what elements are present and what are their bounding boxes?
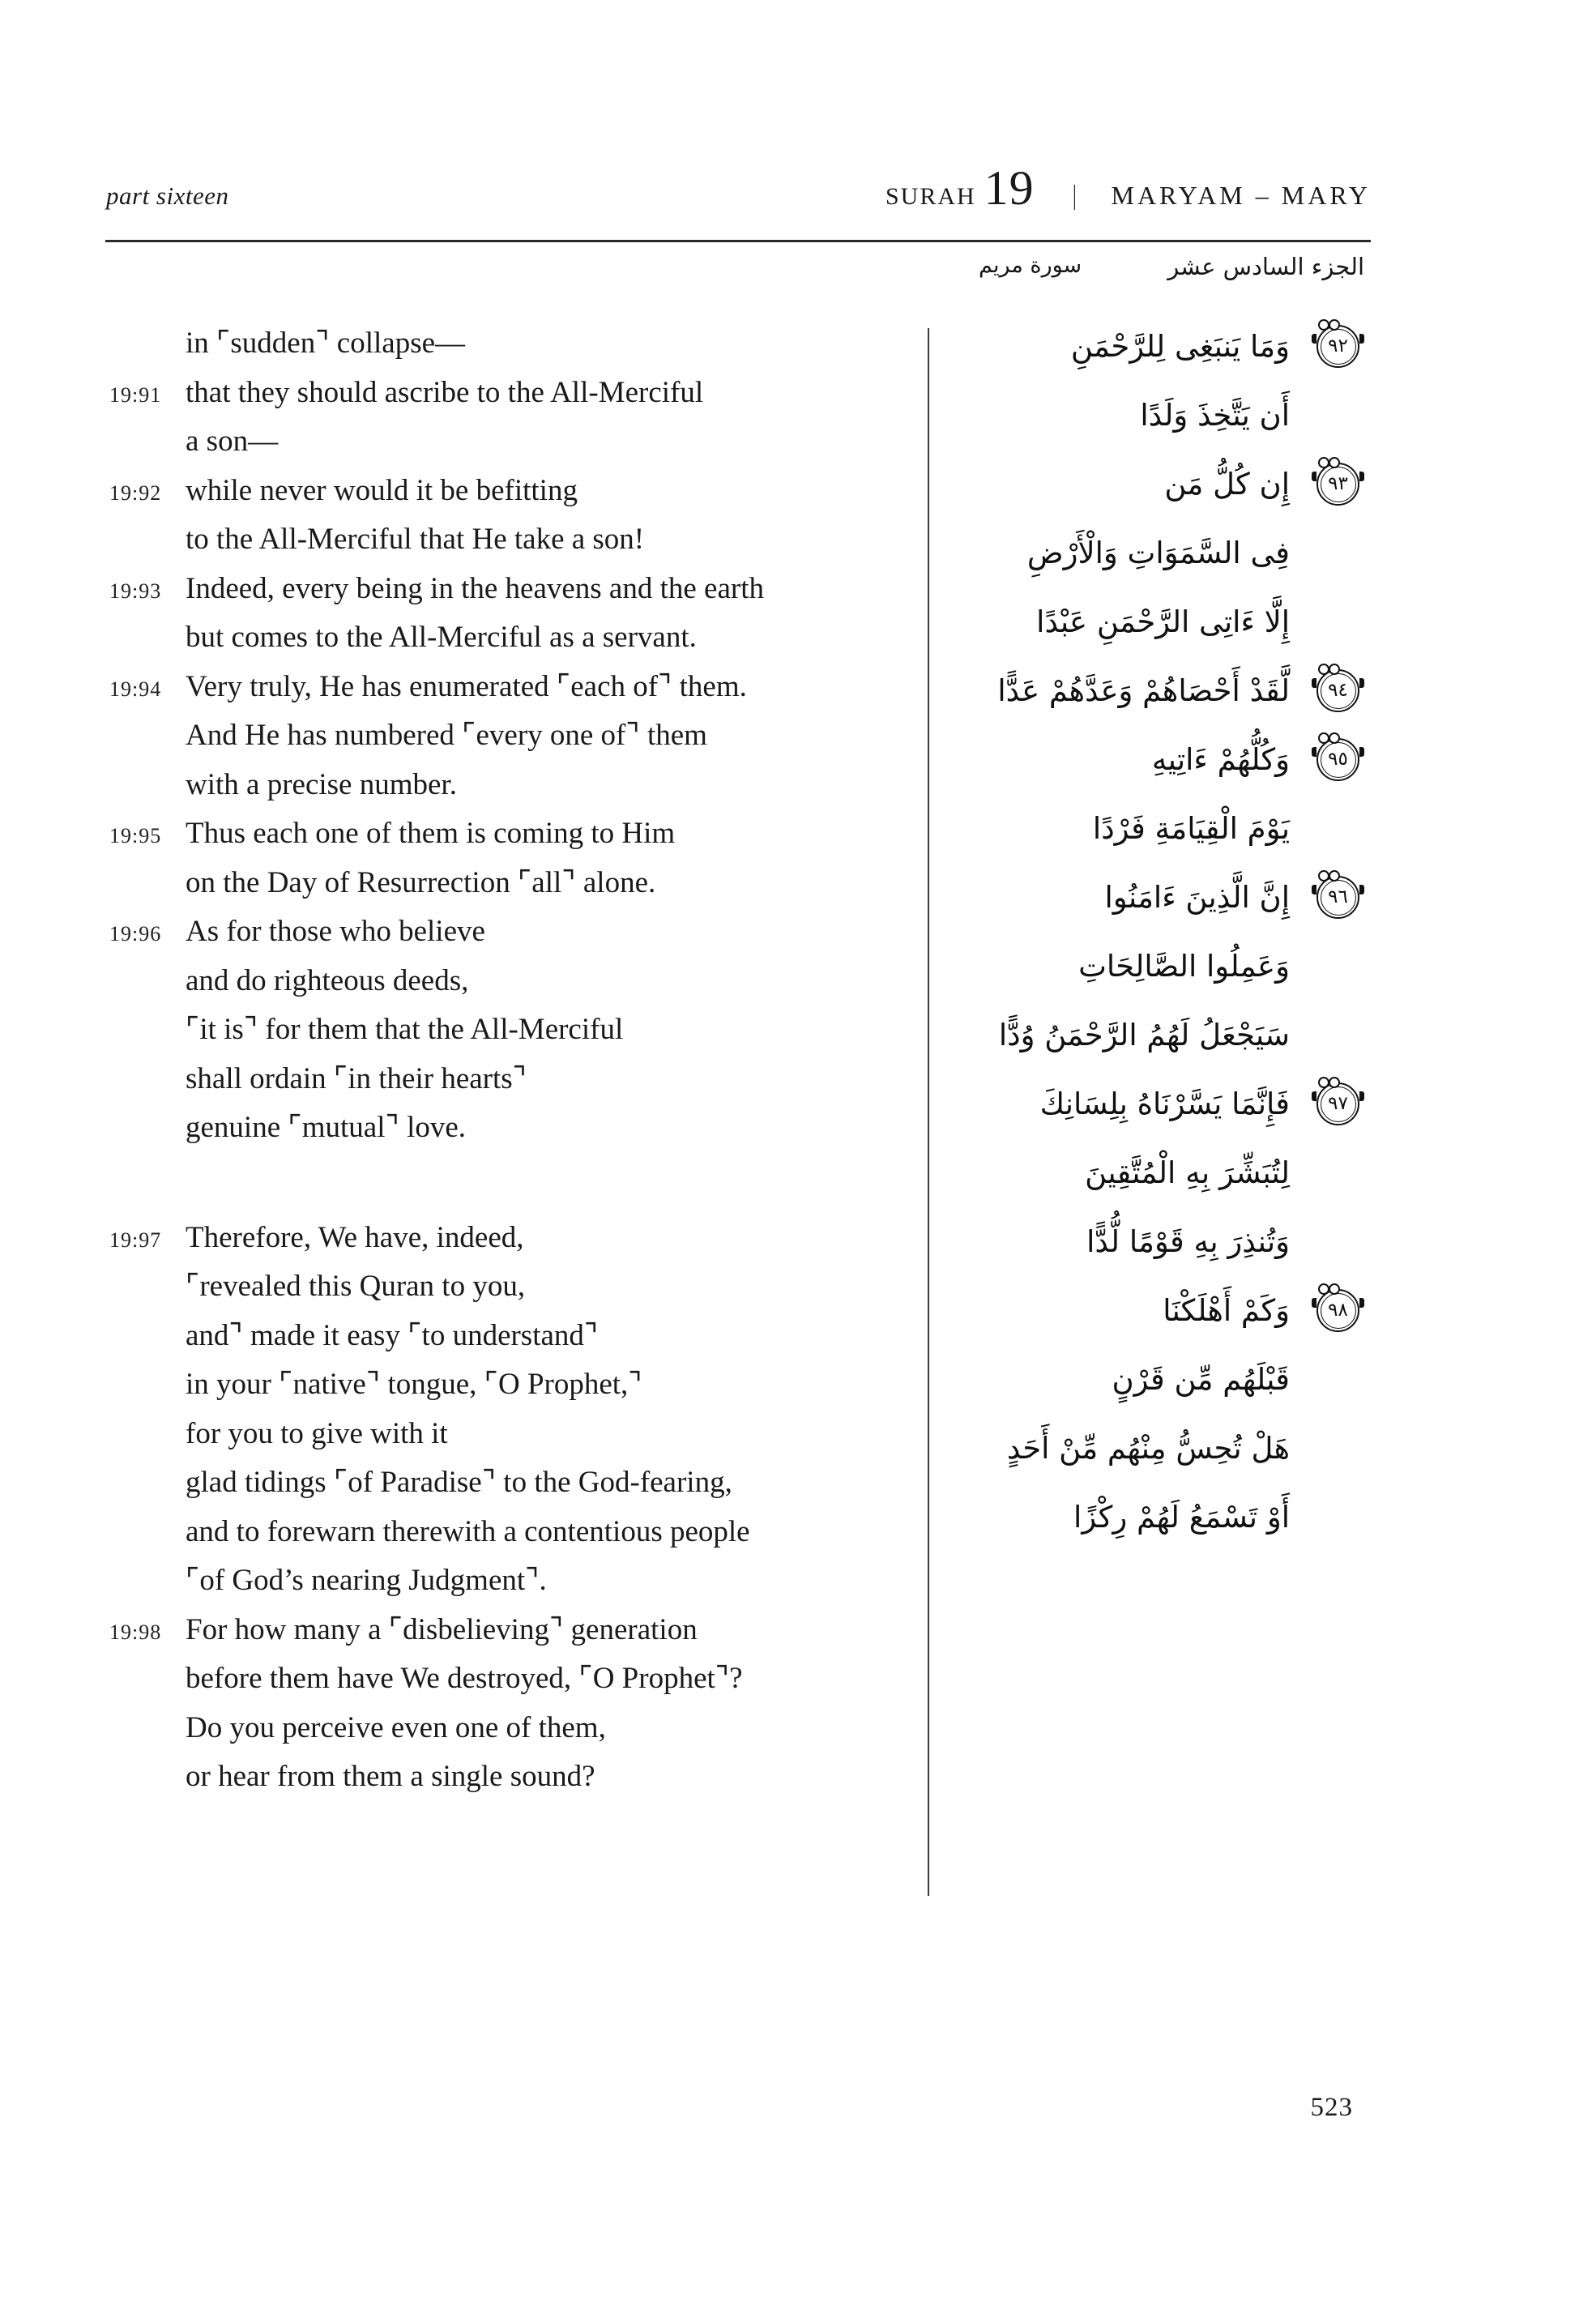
arabic-text: فَإِنَّمَا يَسَّرْنَاهُ بِلِسَانِكَ [1039, 1087, 1290, 1121]
arabic-line [955, 450, 1364, 519]
translation-line [109, 1753, 928, 1802]
arabic-text: وَتُنذِرَ بِهِ قَوْمًا لُّدًّا [1086, 1224, 1290, 1259]
verse-marker-slot [1290, 669, 1364, 712]
translation-line [109, 1262, 928, 1312]
translation-line [109, 1410, 928, 1459]
verse-marker-slot [1290, 1289, 1364, 1332]
translation-line [109, 1104, 928, 1153]
arabic-line [955, 1069, 1364, 1138]
translation-text: Therefore, We have, indeed, [186, 1220, 524, 1254]
translation-text: to the All-Merciful that He take a son! [186, 523, 645, 556]
arabic-line [955, 1207, 1364, 1276]
translation-line [109, 663, 928, 712]
arabic-line [955, 1276, 1364, 1345]
translation-line [109, 319, 928, 369]
translation-text: Indeed, every being in the heavens and the earth [186, 571, 765, 605]
arabic-line [955, 656, 1364, 725]
arabic-line [955, 1414, 1364, 1483]
verse-number-arabic: ٩٦ [1328, 886, 1348, 907]
arabic-text: قَبْلَهُم مِّن قَرْنٍ [1112, 1362, 1290, 1397]
translation-text: shall ordain ⌜in their hearts⌝ [186, 1061, 527, 1095]
translation-line [109, 957, 928, 1006]
verse-marker-slot [1290, 1496, 1364, 1539]
verse-marker-slot [1290, 394, 1364, 437]
translation-text: Thus each one of them is coming to Him [186, 817, 676, 850]
arabic-line [955, 1138, 1364, 1207]
arabic-line [955, 587, 1364, 656]
translation-text: in ⌜sudden⌝ collapse— [186, 327, 466, 360]
translation-line [109, 1214, 928, 1263]
verse-reference: 19:94 [109, 677, 162, 701]
arabic-text: وَعَمِلُوا الصَّالِحَاتِ [1078, 949, 1290, 984]
translation-line [109, 1606, 928, 1655]
translation-line [109, 711, 928, 761]
translation-line [109, 417, 928, 467]
verse-number-arabic: ٩٧ [1328, 1093, 1348, 1114]
translation-text: glad tidings ⌜of Paradise⌝ to the God-fearing, [186, 1466, 732, 1499]
verse-number-arabic: ٩٣ [1328, 473, 1348, 494]
translation-text: that they should ascribe to the All-Merciful [186, 375, 704, 409]
arabic-juz-title: الجزء السادس عشر [1167, 253, 1364, 280]
translation-text: and⌝ made it easy ⌜to understand⌝ [186, 1318, 599, 1352]
verse-reference: 19:98 [109, 1620, 162, 1644]
translation-text: for you to give with it [186, 1416, 448, 1450]
verse-marker-slot [1290, 600, 1364, 643]
verse-reference: 19:95 [109, 824, 162, 847]
verse-reference: 19:93 [109, 578, 162, 603]
arabic-line [955, 725, 1364, 794]
translation-line [109, 761, 928, 810]
verse-marker-slot [1290, 1220, 1364, 1263]
verse-marker-slot [1290, 532, 1364, 574]
verse-number-arabic: ٩٥ [1328, 749, 1348, 770]
arabic-surah-title: سورة مريم [979, 253, 1082, 278]
translation-line [109, 565, 928, 614]
translation-line [109, 859, 928, 908]
arabic-line [955, 1483, 1364, 1552]
verse-reference: 19:92 [109, 480, 162, 505]
verse-marker-slot [1290, 945, 1364, 988]
verse-marker-slot [1290, 1427, 1364, 1470]
translation-line [109, 515, 928, 565]
arabic-text: لَّقَدْ أَحْصَاهُمْ وَعَدَّهُمْ عَدًّا [997, 673, 1290, 708]
verse-marker-slot [1290, 807, 1364, 850]
arabic-text: إِنَّ الَّذِينَ ءَامَنُوا [1104, 880, 1290, 915]
arabic-text: لِتُبَشِّرَ بِهِ الْمُتَّقِينَ [1085, 1155, 1290, 1190]
arabic-line [955, 794, 1364, 863]
surah-number: 19 [984, 161, 1035, 215]
arabic-text: هَلْ تُحِسُّ مِنْهُم مِّنْ أَحَدٍ [1006, 1431, 1290, 1466]
verse-end-medallion-icon [1316, 669, 1359, 712]
translation-line [109, 1556, 928, 1606]
arabic-text: أَوْ تَسْمَعُ لَهُمْ رِكْزًا [1073, 1500, 1290, 1535]
arabic-text: إِلَّا ءَاتِى الرَّحْمَنِ عَبْدًا [1036, 604, 1290, 639]
part-label: part sixteen [106, 181, 229, 210]
translation-line [109, 1055, 928, 1104]
arabic-line [955, 312, 1364, 381]
verse-number-arabic: ٩٢ [1328, 335, 1348, 356]
verse-end-medallion-icon [1316, 738, 1359, 781]
page-number: 523 [1310, 2093, 1353, 2122]
translation-text: and to forewarn therewith a contentious people [186, 1514, 750, 1548]
verse-reference: 19:91 [109, 382, 162, 407]
translation-text: genuine ⌜mutual⌝ love. [186, 1111, 467, 1144]
header-rule [105, 240, 1371, 242]
arabic-text: وَكَمْ أَهْلَكْنَا [1163, 1293, 1290, 1328]
verse-number-arabic: ٩٤ [1328, 680, 1348, 701]
arabic-text: أَن يَتَّخِذَ وَلَدًا [1140, 398, 1290, 433]
arabic-line [955, 1001, 1364, 1069]
verse-end-medallion-icon [1316, 876, 1359, 919]
verse-marker-slot [1290, 876, 1364, 919]
translation-text: and do righteous deeds, [186, 963, 469, 997]
verse-end-medallion-icon [1316, 325, 1359, 368]
translation-text: on the Day of Resurrection ⌜all⌝ alone. [186, 865, 656, 899]
translation-line [109, 467, 928, 516]
translation-text: with a precise number. [186, 767, 457, 801]
arabic-text: فِى السَّمَوَاتِ وَالْأَرْضِ [1026, 536, 1290, 570]
translation-line [109, 809, 928, 859]
translation-line [109, 1360, 928, 1410]
verse-end-medallion-icon [1316, 1289, 1359, 1332]
arabic-line [955, 863, 1364, 932]
translation-text: ⌜of God’s nearing Judgment⌝. [186, 1564, 547, 1597]
translation-text: before them have We destroyed, ⌜O Prophet⌝? [186, 1662, 743, 1695]
surah-header [885, 160, 1371, 216]
verse-end-medallion-icon [1316, 463, 1359, 506]
translation-line [109, 1704, 928, 1753]
translation-line [109, 907, 928, 957]
arabic-text: إِن كُلُّ مَن [1164, 467, 1290, 502]
arabic-text: وَمَا يَنبَغِى لِلرَّحْمَنِ [1070, 329, 1290, 364]
verse-marker-slot [1290, 1014, 1364, 1057]
english-translation-column [109, 319, 928, 1802]
arabic-line [955, 519, 1364, 587]
arabic-text: وَكُلُّهُمْ ءَاتِيهِ [1151, 742, 1290, 777]
translation-line [109, 1458, 928, 1508]
arabic-line [955, 1345, 1364, 1414]
verse-reference: 19:97 [109, 1227, 162, 1252]
verse-marker-slot [1290, 1082, 1364, 1125]
translation-text: And He has numbered ⌜every one of⌝ them [186, 719, 707, 752]
translation-text: but comes to the All-Merciful as a servant. [186, 621, 697, 654]
translation-text: in your ⌜native⌝ tongue, ⌜O Prophet,⌝ [186, 1368, 642, 1401]
arabic-text: يَوْمَ الْقِيَامَةِ فَرْدًا [1092, 811, 1290, 846]
header-separator: | [1072, 181, 1077, 211]
translation-text: ⌜it is⌝ for them that the All-Merciful [186, 1013, 624, 1046]
arabic-line [955, 381, 1364, 450]
translation-line [109, 613, 928, 663]
verse-marker-slot [1290, 1358, 1364, 1401]
translation-text: while never would it be befitting [186, 473, 578, 507]
arabic-line [955, 932, 1364, 1001]
verse-marker-slot [1290, 738, 1364, 781]
verse-marker-slot [1290, 1151, 1364, 1194]
translation-line [109, 1654, 928, 1704]
translation-text: or hear from them a single sound? [186, 1760, 595, 1793]
translation-text: For how many a ⌜disbelieving⌝ generation [186, 1612, 698, 1646]
verse-marker-slot [1290, 463, 1364, 506]
verse-marker-slot [1290, 325, 1364, 368]
translation-text: Very truly, He has enumerated ⌜each of⌝ them. [186, 669, 747, 703]
translation-text: ⌜revealed this Quran to you, [186, 1270, 526, 1303]
verse-number-arabic: ٩٨ [1328, 1300, 1348, 1321]
translation-text: Do you perceive even one of them, [186, 1710, 606, 1744]
translation-line [109, 1005, 928, 1055]
arabic-verse-column [955, 312, 1364, 1552]
translation-text: As for those who believe [186, 915, 485, 948]
surah-name: MARYAM – MARY [1111, 181, 1371, 210]
verse-reference: 19:96 [109, 922, 162, 946]
translation-line [109, 369, 928, 418]
surah-word: SURAH [885, 183, 976, 210]
translation-text: a son— [186, 425, 279, 458]
translation-line [109, 1508, 928, 1557]
translation-line [109, 1312, 928, 1361]
verse-end-medallion-icon [1316, 1082, 1359, 1125]
arabic-text: سَيَجْعَلُ لَهُمُ الرَّحْمَنُ وُدًّا [998, 1018, 1290, 1052]
column-divider [928, 328, 929, 1896]
